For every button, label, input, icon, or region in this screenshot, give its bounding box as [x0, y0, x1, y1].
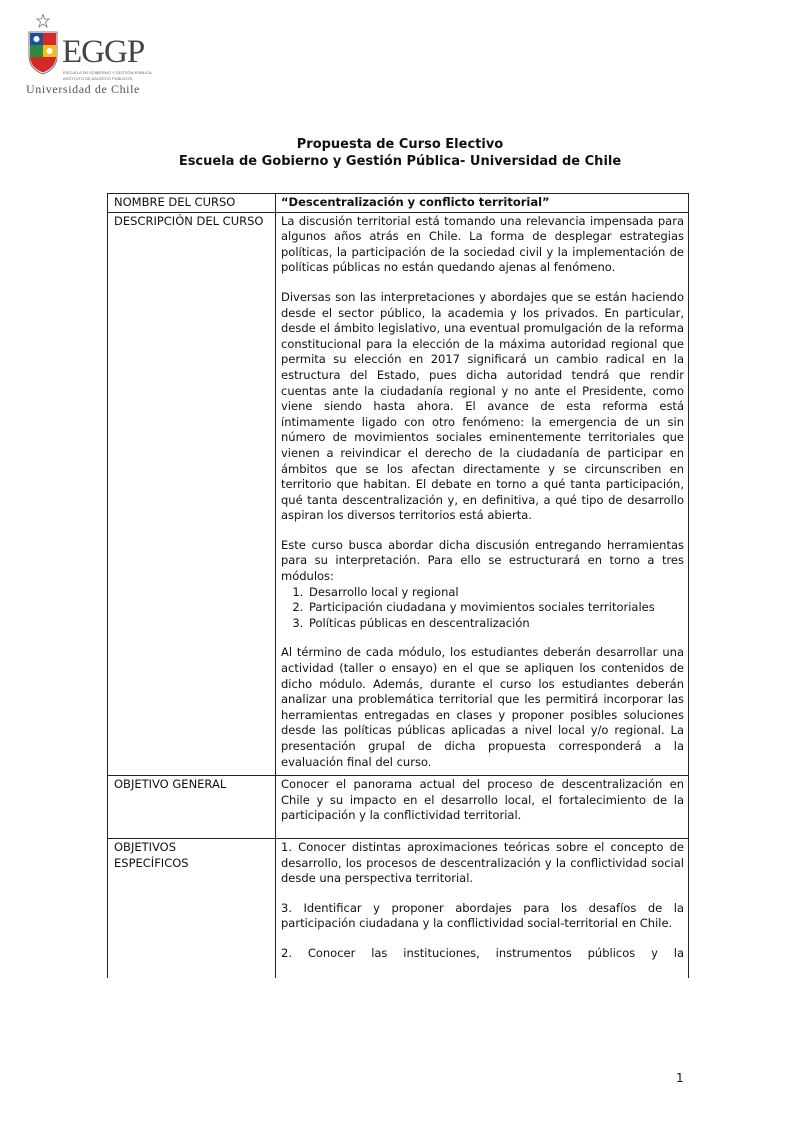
- description-paragraph-3: Este curso busca abordar dicha discusión entregando herramientas para su interpretación. Para ello se estructurará en torno a tres módulos:: [281, 537, 684, 584]
- logo-acronym: EGGP: [62, 34, 145, 70]
- table-row: [108, 194, 689, 213]
- description-paragraph-2: Diversas son las interpretaciones y abordajes que se están haciendo desde el sector público, la academia y los privados. En particular, desde el ámbito legislativo, una eventual promulgación de la reforma constitucional para la elección de la máxima autoridad regional que permita su elección en 2017 significará un cambio radical en la estructura del Estado, pues dicha autoridad tendrá que rendir cuentas ante la ciudadanía regional y no ante el Presidente, como viene siendo hasta ahora. El avance de esta reforma está íntimamente ligado con otro fenómeno: la emergencia de un sin número de movimientos sociales eminentemente territoriales que vienen a reivindicar el derecho de la ciudadanía de participar en ámbitos que se los afectan directamente y se circunscriben en territorio que habitan. El debate en torno a qué tanta participación, qué tanta descentralización y, en definitiva, a qué tipo de desarrollo aspiran los diversos territorios está abierta.: [281, 289, 684, 523]
- document-title: Propuesta de Curso Electivo: [296, 137, 504, 152]
- table-row: [108, 212, 689, 776]
- course-proposal-table: [107, 193, 689, 978]
- specific-objectives-label-line1: OBJETIVOS: [114, 839, 177, 854]
- modules-list: [281, 585, 684, 632]
- eggp-logo: [26, 14, 156, 94]
- specific-objective-3: 3. Identificar y proponer abordajes para los desafíos de la participación ciudadana y la conflictividad social-territorial en Chile.: [281, 900, 684, 931]
- general-objective-value: Conocer el panorama actual del proceso de descentralización en Chile y su impacto en el desarrollo local, el fortalecimiento de la participación y la conflictividad territorial.: [276, 776, 689, 839]
- specific-objectives-label: [108, 838, 276, 978]
- general-objective-label: OBJETIVO GENERAL: [108, 776, 276, 839]
- description-paragraph-4: Al término de cada módulo, los estudiantes deberán desarrollar una actividad (taller o ensayo) en el que se apliquen los contenidos de dicho módulo. Además, durante el curso los estudiantes deberán analizar una problemática territorial que les permitirá incorporar las herramientas entregadas en clases y proponer posibles soluciones desde las políticas públicas aplicadas a nivel local y/o regional. La presentación grupal de dicha propuesta corresponderá a la evaluación final del curso.: [281, 645, 684, 769]
- course-name-value: “Descentralización y conflicto territorial”: [276, 194, 689, 213]
- specific-objectives-value: [276, 838, 689, 978]
- description-paragraph-1: La discusión territorial está tomando una relevancia impensada para algunos años atrás en Chile. La forma de desplegar estrategias políticas, la participación de la sociedad civil y la implementación de políticas públicas no están quedando ajenas al fenómeno.: [281, 213, 684, 275]
- logo-tagline-2: INSTITUTO DE ASUNTOS PÚBLICOS: [63, 76, 133, 81]
- university-name: Universidad de Chile: [26, 82, 140, 96]
- specific-objective-1: 1. Conocer distintas aproximaciones teóricas sobre el concepto de desarrollo, los procesos de descentralización y la conflictividad social desde una perspectiva territorial.: [281, 839, 684, 886]
- list-item: 3. Políticas públicas en descentralización: [307, 616, 684, 632]
- specific-objective-2: 2. Conocer las instituciones, instrumentos públicos y la: [281, 945, 684, 960]
- logo-tagline-1: ESCUELA DE GOBIERNO Y GESTIÓN PÚBLICA: [63, 70, 152, 75]
- document-subtitle: Escuela de Gobierno y Gestión Pública- Universidad de Chile: [178, 154, 622, 169]
- list-item: 2. Participación ciudadana y movimientos sociales territoriales: [307, 600, 684, 616]
- specific-objectives-label-line2: ESPECÍFICOS: [114, 855, 189, 870]
- table-row: [108, 838, 689, 978]
- list-item: 1. Desarrollo local y regional: [307, 585, 684, 601]
- course-name-label: NOMBRE DEL CURSO: [108, 194, 276, 213]
- page-number: 1: [676, 1071, 684, 1085]
- description-label: DESCRIPCIÓN DEL CURSO: [108, 212, 276, 776]
- university-seal-icon: [26, 14, 60, 76]
- description-value: [276, 212, 689, 776]
- table-row: [108, 776, 689, 839]
